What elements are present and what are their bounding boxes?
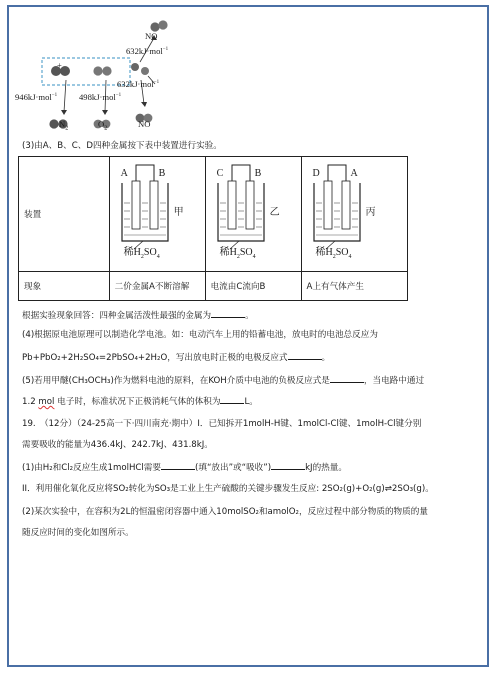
acid-label-3: 稀$H_2SO_4$ xyxy=(315,247,352,260)
electrode-a-label: A xyxy=(120,168,128,179)
electrode-a2-label: A xyxy=(350,168,358,179)
table-head-observation: 现象 xyxy=(19,272,110,301)
observation-1: 二价金属A不断溶解 xyxy=(109,272,205,301)
no-top-label: NO xyxy=(145,31,158,41)
q3-intro: (3)由A、B、C、D四种金属按下表中装置进行实验。 xyxy=(22,141,222,151)
electrode-b-label: B xyxy=(158,168,166,179)
no-bottom-label: NO xyxy=(138,119,151,129)
beaker-bing-label: 丙 xyxy=(365,207,376,218)
experiment-table xyxy=(18,156,408,301)
q4-line1: (4)根据原电池原理可以制造化学电池。如：电动汽车上用的铅蓄电池，放电时的电池总反应为 xyxy=(22,330,378,340)
q19-part2-q-cont: 随反应时间的变化如图所示。 xyxy=(22,528,134,538)
observation-2: 电流由C流向B xyxy=(205,272,301,301)
beaker-yi-label: 乙 xyxy=(269,207,280,218)
cell-device-1 xyxy=(109,157,205,272)
plus-sign: + xyxy=(57,60,62,70)
electrode-d-label: D xyxy=(312,168,320,179)
electrode-c-label: C xyxy=(216,168,224,179)
energy-o2-label: 498kJ·mol$^{-1}$ xyxy=(79,91,122,102)
q19-part1: (1)由H₂和Cl₂反应生成1molHCl需要 (填“放出”或“吸收”) kJ的热量。 xyxy=(22,460,347,474)
acid-label-1: 稀$H_2SO_4$ xyxy=(123,247,160,260)
q3-answer-line: 根据实验现象回答：四种金属活泼性最强的金属为 。 xyxy=(22,308,254,322)
q19-line1: 19. （12分）（24-25高一下·四川南充·期中）I．已知拆开1molH-H键、1molCl-Cl键、1molH-Cl键分别 xyxy=(22,419,422,429)
energy-n2-label: 946kJ·mol$^{-1}$ xyxy=(15,91,58,102)
q19-part2-q: (2)某次实验中，在容积为2L的恒温密闭容器中通入10molSO₂和amolO₂，反应过程中部分物质的物质的量 xyxy=(22,507,428,517)
energy-mid-label: 632kJ·mol$^{-1}$ xyxy=(117,78,160,89)
q19-line2: 需要吸收的能量为436.4kJ、242.7kJ、431.8kJ。 xyxy=(22,440,213,450)
q4-line2: Pb+PbO₂+2H₂SO₄=2PbSO₄+2H₂O，写出放电时正极的电极反应式 。 xyxy=(22,350,330,364)
table-head-device: 装置 xyxy=(19,157,110,272)
q5-line2: 1.2 mol 电子时，标准状况下正极消耗气体的体积为 L。 xyxy=(22,394,258,408)
q19-part2-intro: II．利用催化氧化反应将SO₂转化为SO₃是工业上生产硫酸的关键步骤发生反应: 2SO₂(g)+O₂(g)⇌2SO₃(g)。 xyxy=(22,484,434,494)
o2-label: $O_2$ xyxy=(98,119,108,132)
bond-energy-diagram xyxy=(18,14,218,136)
observation-3: A上有气体产生 xyxy=(301,272,408,301)
cell-device-2 xyxy=(205,157,301,272)
energy-top-label: 632kJ·mol$^{-1}$ xyxy=(126,45,169,56)
beaker-jia-label: 甲 xyxy=(173,207,184,218)
acid-label-2: 稀$H_2SO_4$ xyxy=(219,247,256,260)
q5-line1: (5)若用甲醚(CH₃OCH₃)作为燃料电池的原料，在KOH介质中电池的负极反应式是 ，当电路中通过 xyxy=(22,373,424,387)
electrode-b2-label: B xyxy=(254,168,262,179)
n2-label: $N_2$ xyxy=(59,119,69,132)
cell-device-3 xyxy=(301,157,408,272)
